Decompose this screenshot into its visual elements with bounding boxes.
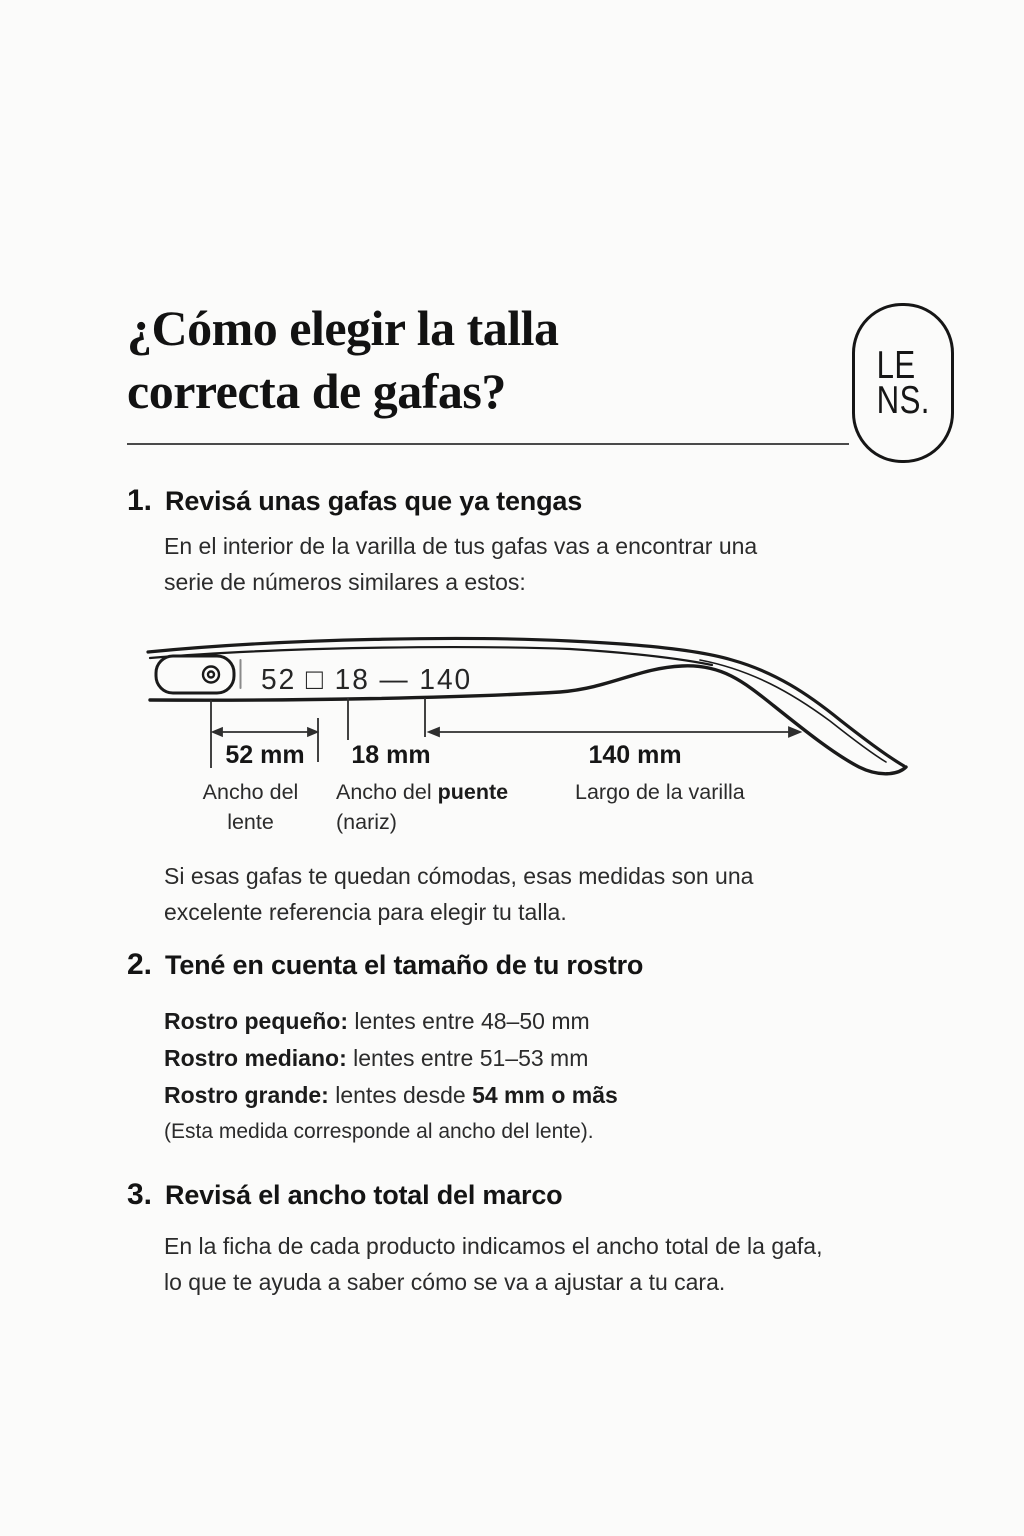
section-1-number: 1. [127,484,153,517]
page-title-line1: ¿Cómo elegir la talla [127,300,559,356]
bridge-width-label: Ancho del puente (nariz) [336,780,509,834]
section-3-number: 3. [127,1178,153,1211]
page-title [127,297,559,423]
brand-logo [852,303,954,463]
list-item-medium-face: Rostro mediano: lentes entre 51–53 mm [164,1045,589,1071]
bridge-width-value: 18 mm [351,741,431,769]
hinge-block [156,656,234,693]
lens-width-note: (Esta medida corresponde al ancho del lente). [164,1120,594,1143]
page-title-line2: correcta de gafas? [127,363,506,419]
list-item-large-face: Rostro grande: lentes desde 54 mm o mãs [164,1082,618,1108]
title-divider [127,443,849,445]
glasses-temple-figure [140,620,970,860]
section-2-number: 2. [127,948,153,981]
face-size-list [164,1003,618,1114]
temple-length-value: 140 mm [588,741,682,769]
section-1-intro: En el interior de la varilla de tus gafas vas a encontrar una serie de números similares a estos: [164,533,758,595]
temple-length-label: Largo de la varilla [575,780,745,804]
list-item-small-face: Rostro pequeño: lentes entre 48–50 mm [164,1008,590,1034]
section-3-heading: 3. Revisá el ancho total del marco [127,1178,563,1211]
brand-logo-text: LE NS. [876,344,930,422]
section-1-outro: Si esas gafas te quedan cómodas, esas medidas son una excelente referencia para elegir tu talla. [164,863,754,925]
hinge-screw-icon [203,667,219,683]
section-1-heading: 1. Revisá unas gafas que ya tengas [127,484,583,517]
lens-width-label: Ancho del lente [202,780,299,834]
temple-engraving: 52 □ 18 — 140 [261,664,473,696]
section-2-heading: 2. Tené en cuenta el tamaño de tu rostro [127,948,644,981]
section-3-body: En la ficha de cada producto indicamos el ancho total de la gafa, lo que te ayuda a saber cómo se va a ajustar a tu cara. [164,1233,823,1295]
lens-width-value: 52 mm [225,741,305,769]
